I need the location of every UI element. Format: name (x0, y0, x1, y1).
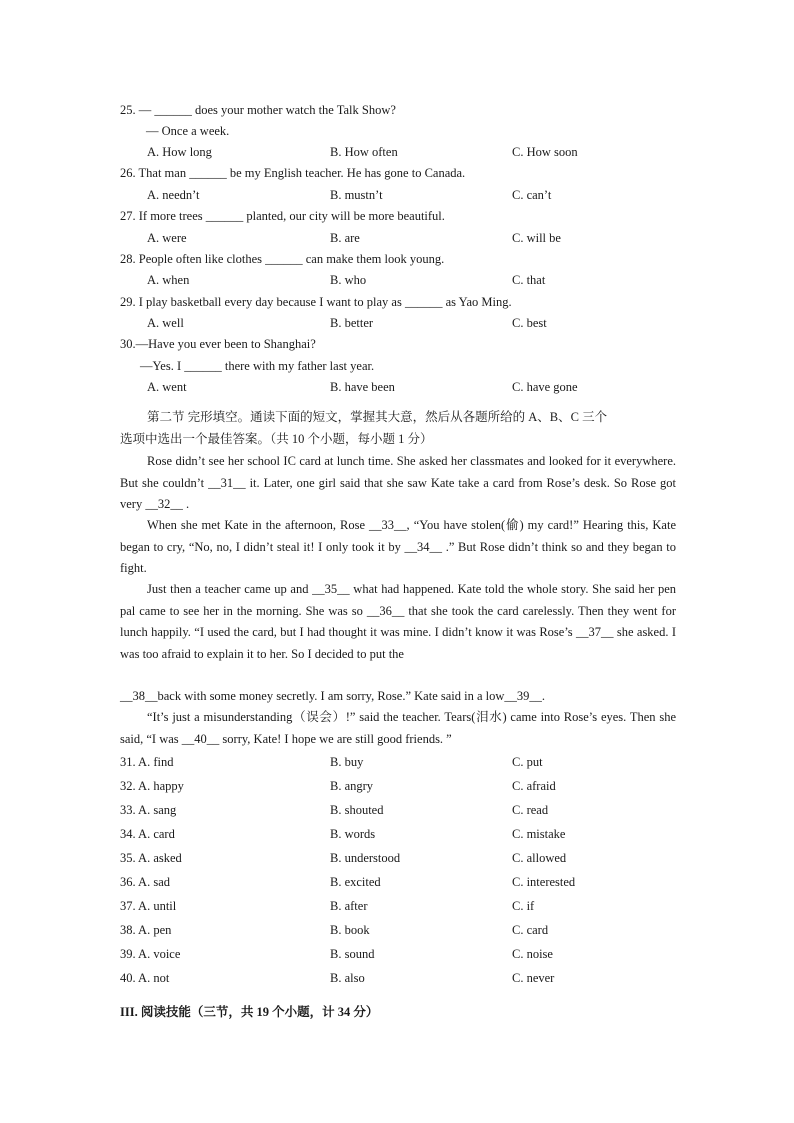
question-29-option-a: A. well (147, 316, 184, 330)
question-30-option-a: A. went (147, 380, 187, 394)
question-29-stem: 29. I play basketball every day because I want to play as ______ as Yao Ming. (120, 295, 512, 309)
cloze-option-40-c: C. never (512, 971, 555, 985)
question-28-option-c: C. that (512, 273, 546, 287)
question-30-reply: —Yes. I ______ there with my father last year. (140, 359, 375, 373)
question-25-reply: — Once a week. (146, 124, 230, 138)
question-27-option-c: C. will be (512, 231, 561, 245)
cloze-option-36-b: B. excited (330, 875, 381, 889)
question-29-option-b: B. better (330, 316, 374, 330)
question-25-option-c: C. How soon (512, 145, 578, 159)
section3-heading: III. 阅读技能（三节，共 19 个小题，计 34 分） (120, 1005, 379, 1019)
cloze-option-37-a: 37. A. until (120, 899, 177, 913)
passage-paragraph-5: “It’s just a misunderstanding（误会）!” said the teacher. Tears(泪水) came into Rose’s eyes. Then she said, “I was __40__ sorry, Kate! I hope we are still good friends. ” (120, 710, 676, 746)
cloze-option-34-a: 34. A. card (120, 827, 175, 841)
cloze-option-33-b: B. shouted (330, 803, 384, 817)
cloze-option-31-c: C. put (512, 755, 543, 769)
question-27-stem: 27. If more trees ______ planted, our city will be more beautiful. (120, 209, 445, 223)
cloze-option-40-a: 40. A. not (120, 971, 170, 985)
cloze-option-31-a: 31. A. find (120, 755, 174, 769)
cloze-option-34-c: C. mistake (512, 827, 566, 841)
cloze-option-36-a: 36. A. sad (120, 875, 170, 889)
cloze-option-31-b: B. buy (330, 755, 364, 769)
question-30-stem: 30.—Have you ever been to Shanghai? (120, 337, 316, 351)
cloze-option-32-c: C. afraid (512, 779, 556, 793)
question-28-option-a: A. when (147, 273, 190, 287)
question-28-option-b: B. who (330, 273, 367, 287)
question-26-option-b: B. mustn’t (330, 188, 383, 202)
passage-paragraph-1: Rose didn’t see her school IC card at lunch time. She asked her classmates and looked for it everywhere. But she couldn’t __31__ it. Later, one girl said that she saw Kate take a card from Rose’s desk. So Rose got very __32__ . (120, 454, 676, 511)
cloze-option-40-b: B. also (330, 971, 365, 985)
cloze-option-35-a: 35. A. asked (120, 851, 182, 865)
cloze-option-33-c: C. read (512, 803, 549, 817)
question-26-stem: 26. That man ______ be my English teacher. He has gone to Canada. (120, 166, 466, 180)
cloze-option-37-b: B. after (330, 899, 368, 913)
question-25-option-a: A. How long (147, 145, 212, 159)
cloze-option-38-a: 38. A. pen (120, 923, 172, 937)
cloze-option-32-b: B. angry (330, 779, 374, 793)
cloze-option-35-b: B. understood (330, 851, 401, 865)
question-26-option-a: A. needn’t (147, 188, 200, 202)
passage-paragraph-4: __38__back with some money secretly. I am sorry, Rose.” Kate said in a low__39__. (120, 689, 546, 703)
question-27-option-a: A. were (147, 231, 187, 245)
question-25-stem: 25. — ______ does your mother watch the Talk Show? (120, 103, 396, 117)
question-25-option-b: B. How often (330, 145, 398, 159)
section2-instruction-line2: 选项中选出一个最佳答案。（共 10 个小题，每小题 1 分） (120, 432, 433, 446)
cloze-option-39-a: 39. A. voice (120, 947, 181, 961)
cloze-option-38-c: C. card (512, 923, 549, 937)
question-26-option-c: C. can’t (512, 188, 552, 202)
cloze-option-39-c: C. noise (512, 947, 553, 961)
question-30-option-c: C. have gone (512, 380, 578, 394)
cloze-option-38-b: B. book (330, 923, 370, 937)
cloze-option-39-b: B. sound (330, 947, 375, 961)
passage-paragraph-2: When she met Kate in the afternoon, Rose __33__, “You have stolen(偷) my card!” Hearing this, Kate began to cry, “No, no, I didn’t steal it! I only took it by __34__ .” But Rose didn’t think so and they began to fight. (120, 518, 676, 575)
cloze-option-35-c: C. allowed (512, 851, 567, 865)
cloze-option-32-a: 32. A. happy (120, 779, 184, 793)
question-28-stem: 28. People often like clothes ______ can make them look young. (120, 252, 445, 266)
section2-instruction-line1: 第二节 完形填空。通读下面的短文，掌握其大意，然后从各题所给的 A、B、C 三个 (147, 410, 608, 424)
cloze-option-37-c: C. if (512, 899, 535, 913)
question-27-option-b: B. are (330, 231, 360, 245)
cloze-option-36-c: C. interested (512, 875, 576, 889)
question-30-option-b: B. have been (330, 380, 395, 394)
question-29-option-c: C. best (512, 316, 547, 330)
passage-paragraph-3: Just then a teacher came up and __35__ what had happened. Kate told the whole story. She said her pen pal came to see her in the morning. She was so __36__ that she took the card carelessly. Then they went for lunch happily. “I used the card, but I had thought it was mine. I didn’t know it was Rose’s __37__ she asked. I was too afraid to explain it to her. So I decided to put the (120, 582, 676, 661)
cloze-option-33-a: 33. A. sang (120, 803, 177, 817)
cloze-option-34-b: B. words (330, 827, 376, 841)
